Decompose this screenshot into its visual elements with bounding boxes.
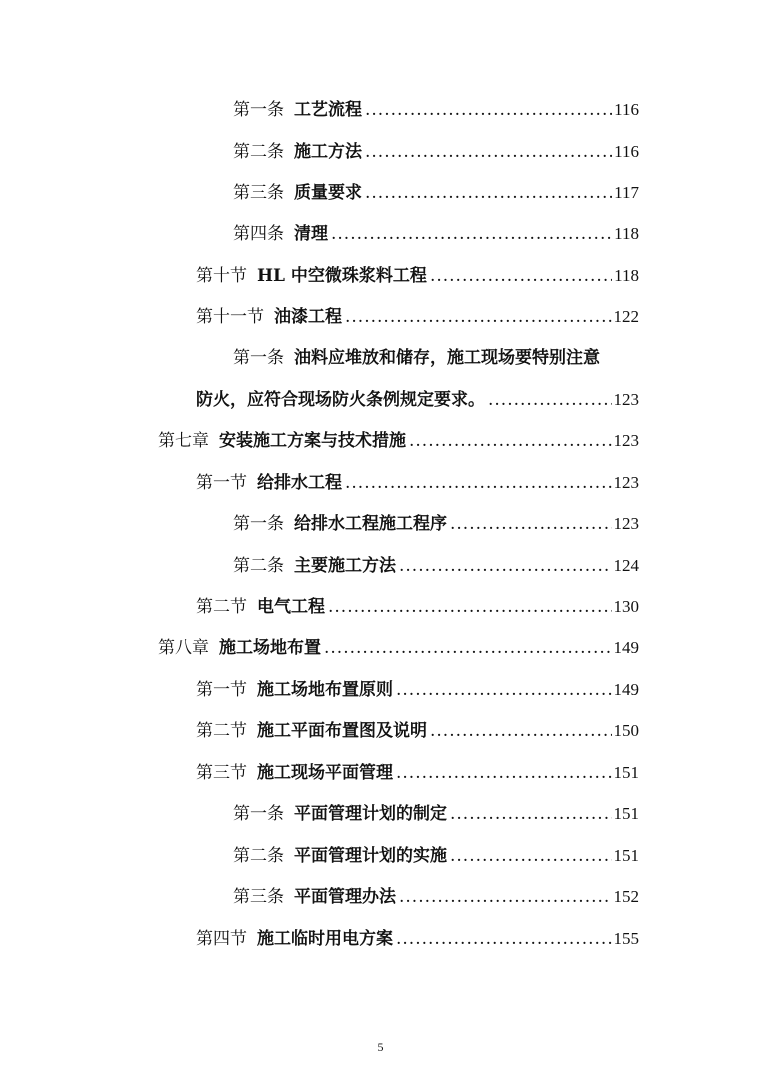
dot-leader [396,679,612,701]
toc-entry-page: 130 [613,597,639,616]
toc-entry[interactable] [196,720,639,742]
toc-entry-label: 第三节 [196,763,247,783]
toc-entry[interactable] [233,513,639,535]
toc-entry-title: 平面管理计划的制定 [294,804,447,824]
dot-leader [450,803,612,825]
toc-entry[interactable] [196,265,639,287]
toc-entry[interactable] [196,472,639,494]
toc-entry-page: 150 [613,721,639,740]
toc-entry-title: 施工场地布置 [219,638,321,658]
toc-entry-title: 质量要求 [294,183,362,203]
dot-leader [450,845,612,867]
toc-entry-title: 施工现场平面管理 [257,763,393,783]
toc-entry-page: 124 [613,556,639,575]
toc-entry-label: 第三条 [233,887,284,907]
dot-leader [399,555,612,577]
toc-entry-title: 油料应堆放和储存，施工现场要特别注意 [294,348,600,368]
toc-entry-page: 151 [613,804,639,823]
toc-entry-label: 第一节 [196,473,247,493]
toc-entry-title: 安装施工方案与技术措施 [219,431,406,451]
toc-entry-label: 第一条 [233,100,284,120]
dot-leader [345,472,612,494]
toc-entry-page: 116 [614,100,639,119]
toc-entry-page: 118 [614,266,639,285]
toc-entry[interactable] [233,223,639,245]
toc-entry-page: 149 [613,680,639,699]
toc-entry[interactable] [233,803,639,825]
dot-leader [328,596,612,618]
toc-entry-page: 155 [613,929,639,948]
toc-entry-page: 123 [613,390,639,409]
dot-leader [365,141,612,163]
dot-leader [345,306,612,328]
toc-entry-label: 第一节 [196,680,247,700]
toc-entry-label: 第二条 [233,142,284,162]
toc-entry-title: 施工场地布置原则 [257,680,393,700]
dot-leader [365,182,612,204]
toc-entry[interactable] [158,430,639,452]
toc-entry-label: 第一条 [233,804,284,824]
dot-leader [409,430,612,452]
toc-entry[interactable] [196,928,639,950]
toc-entry-label: 第八章 [158,638,209,658]
toc-entry-wrapped-line2[interactable] [196,389,639,411]
toc-entry[interactable] [233,182,639,204]
toc-entry[interactable] [196,762,639,784]
toc-entry[interactable] [233,845,639,867]
dot-leader [399,886,612,908]
toc-entry-title-continuation: 防火，应符合现场防火条例规定要求。 [196,390,485,410]
dot-leader [331,223,612,245]
toc-entry-page: 123 [613,431,639,450]
toc-entry[interactable] [196,596,639,618]
toc-entry-label: 第一条 [233,514,284,534]
toc-entry-title: 给排水工程施工程序 [294,514,447,534]
toc-entry-page: 118 [614,224,639,243]
dot-leader [450,513,612,535]
toc-entry-title: 电气工程 [257,597,325,617]
toc-entry-title: 施工临时用电方案 [257,929,393,949]
toc-entry[interactable] [196,679,639,701]
toc-entry[interactable] [233,886,639,908]
dot-leader [396,928,612,950]
toc-entry[interactable] [233,555,639,577]
dot-leader [430,265,612,287]
toc-entry-label: 第七章 [158,431,209,451]
dot-leader [324,637,612,659]
toc-entry-page: 152 [613,887,639,906]
toc-entry-page: 149 [613,638,639,657]
toc-entry[interactable] [196,306,639,328]
toc-entry-title: HL 中空微珠浆料工程 [257,266,427,286]
toc-entry-page: 116 [614,142,639,161]
toc-entry-label: 第四条 [233,224,284,244]
toc-entry[interactable] [233,141,639,163]
toc-entry-title: 给排水工程 [257,473,342,493]
toc-entry-title: 平面管理办法 [294,887,396,907]
toc-entry-title: 施工方法 [294,142,362,162]
toc-entry-page: 151 [613,763,639,782]
dot-leader [430,720,612,742]
toc-entry-label: 第二条 [233,846,284,866]
toc-entry-label: 第二节 [196,721,247,741]
toc-entry-label: 第二节 [196,597,247,617]
toc-entry[interactable] [233,99,639,121]
toc-entry[interactable] [158,637,639,659]
dot-leader [488,389,612,411]
toc-entry-title: 油漆工程 [274,307,342,327]
toc-entry-page: 123 [613,473,639,492]
toc-entry-label: 第十节 [196,266,247,286]
toc-entry-label: 第四节 [196,929,247,949]
toc-entry-page: 122 [613,307,639,326]
toc-entry-title: 施工平面布置图及说明 [257,721,427,741]
dot-leader [365,99,612,121]
toc-entry-title: 平面管理计划的实施 [294,846,447,866]
page-number-footer: 5 [377,1040,384,1054]
toc-entry-label: 第一条 [233,348,284,368]
toc-entry-label: 第十一节 [196,307,264,327]
toc-entry-title: 工艺流程 [294,100,362,120]
toc-entry-title: 主要施工方法 [294,556,396,576]
toc-entry-wrapped-line1[interactable] [233,347,600,369]
toc-entry-page: 117 [614,183,639,202]
dot-leader [396,762,612,784]
toc-entry-page: 151 [613,846,639,865]
toc-entry-label: 第二条 [233,556,284,576]
toc-entry-title: 清理 [294,224,328,244]
toc-entry-label: 第三条 [233,183,284,203]
toc-entry-page: 123 [613,514,639,533]
